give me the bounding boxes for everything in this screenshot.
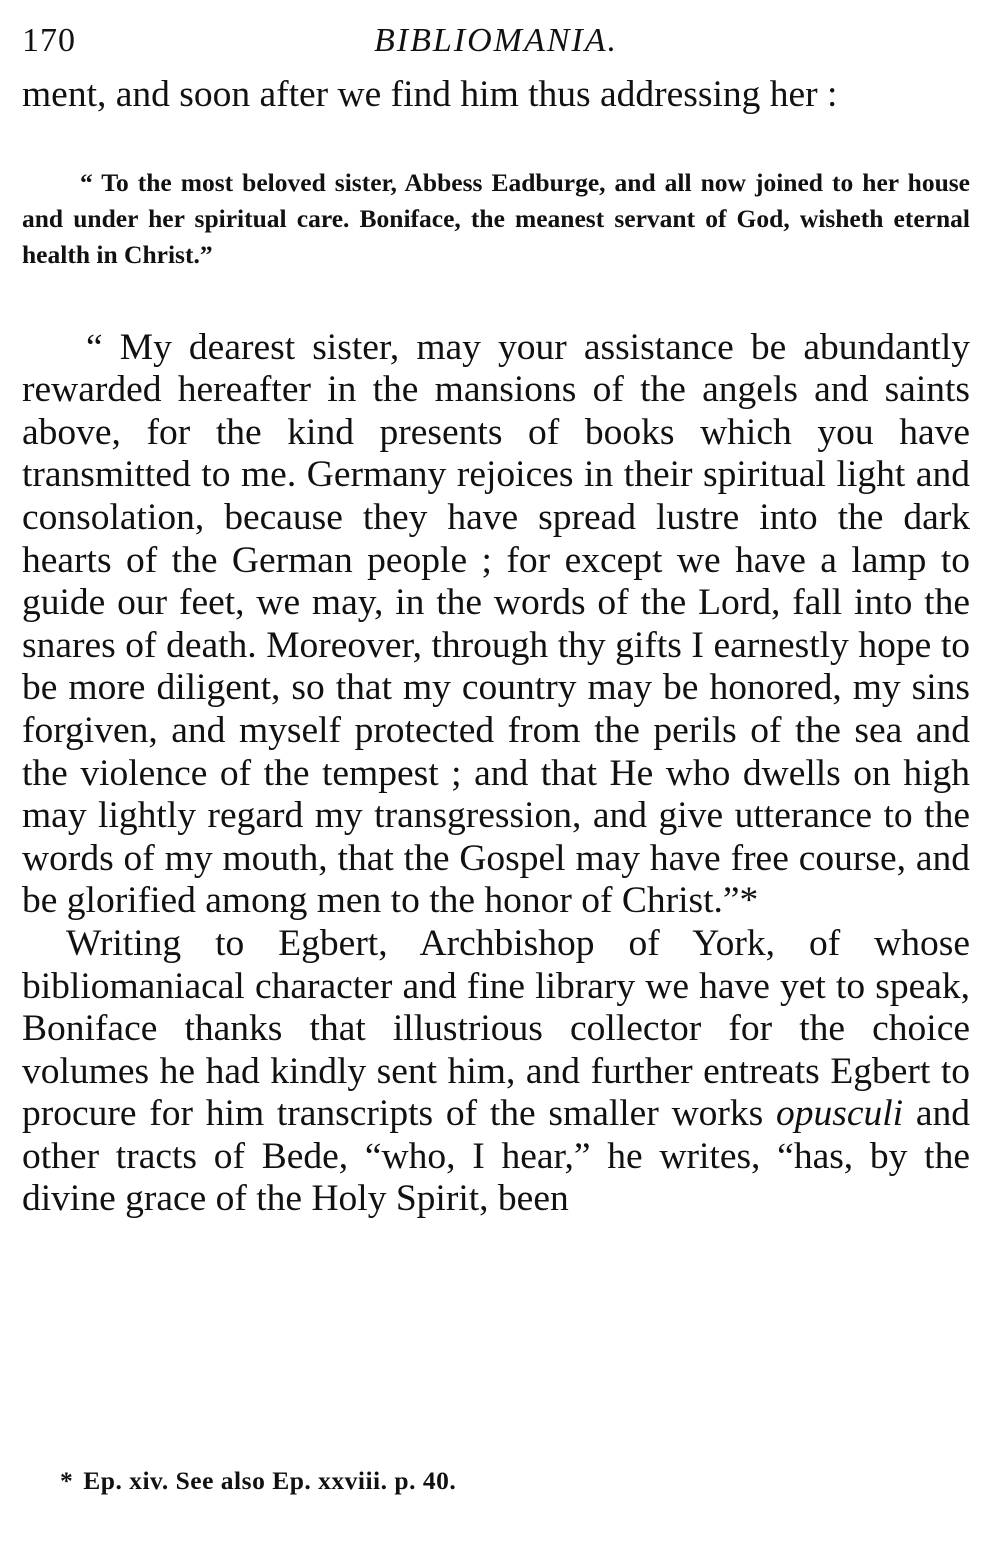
continuation-text-end: and other tracts of Bede, “who, I hear,” he writes, “has, by the divine grace of the Holy Spirit, been: [22, 1093, 970, 1220]
letter-paragraph: “ My dearest sister, may your assistance be abundantly rewarded hereafter in the mansions of the angels and saints above, for the kind presents of books which you have transmitted to me. Germany rejoices in their spiritual light and consolation, because they have spread lustre into the dark hearts of the German people ; for except we have a lamp to guide our feet, we may, in the words of the Lord, fall into the snares of death. Moreover, through thy gifts I earnestly hope to be more diligent, so that my country may be honored, my sins forgiven, and myself protected from the perils of the sea and the violence of the tempest ; and that He who dwells on high may lightly regard my transgression, and give utterance to the words of my mouth, that the Gospel may have free course, and be glorified among men to the honor of Christ.”*: [22, 326, 970, 922]
page-header: [22, 18, 970, 74]
italic-term-opusculi: opusculi: [776, 1093, 904, 1135]
page-number: 170: [22, 22, 76, 59]
continuation-text-start: Writing to Egbert, Archbishop of York, of whose bibliomaniacal character and fine library we have yet to speak, Boniface thanks that illustrious collector for the choice volumes he had kindly sent him, and further entreats Egbert to procure for him transcripts of the smaller works: [22, 922, 970, 1135]
opening-paragraph: ment, and soon after we find him thus addressing her :: [22, 74, 838, 115]
footnote-marker: *: [60, 1466, 74, 1495]
letter-salutation: [22, 165, 970, 273]
footnote-text: Ep. xiv. See also Ep. xxviii. p. 40.: [83, 1466, 457, 1495]
running-head: BIBLIOMANIA.: [373, 22, 618, 59]
footnote: [60, 1466, 456, 1496]
salutation-text: “ To the most beloved sister, Abbess Eadburge, and all now joined to her house and under her spiritual care. Boniface, the meanest servant of God, wisheth eternal health in Christ.”: [22, 167, 970, 269]
book-page: [22, 18, 970, 1221]
continuation-paragraph: [22, 923, 970, 1221]
